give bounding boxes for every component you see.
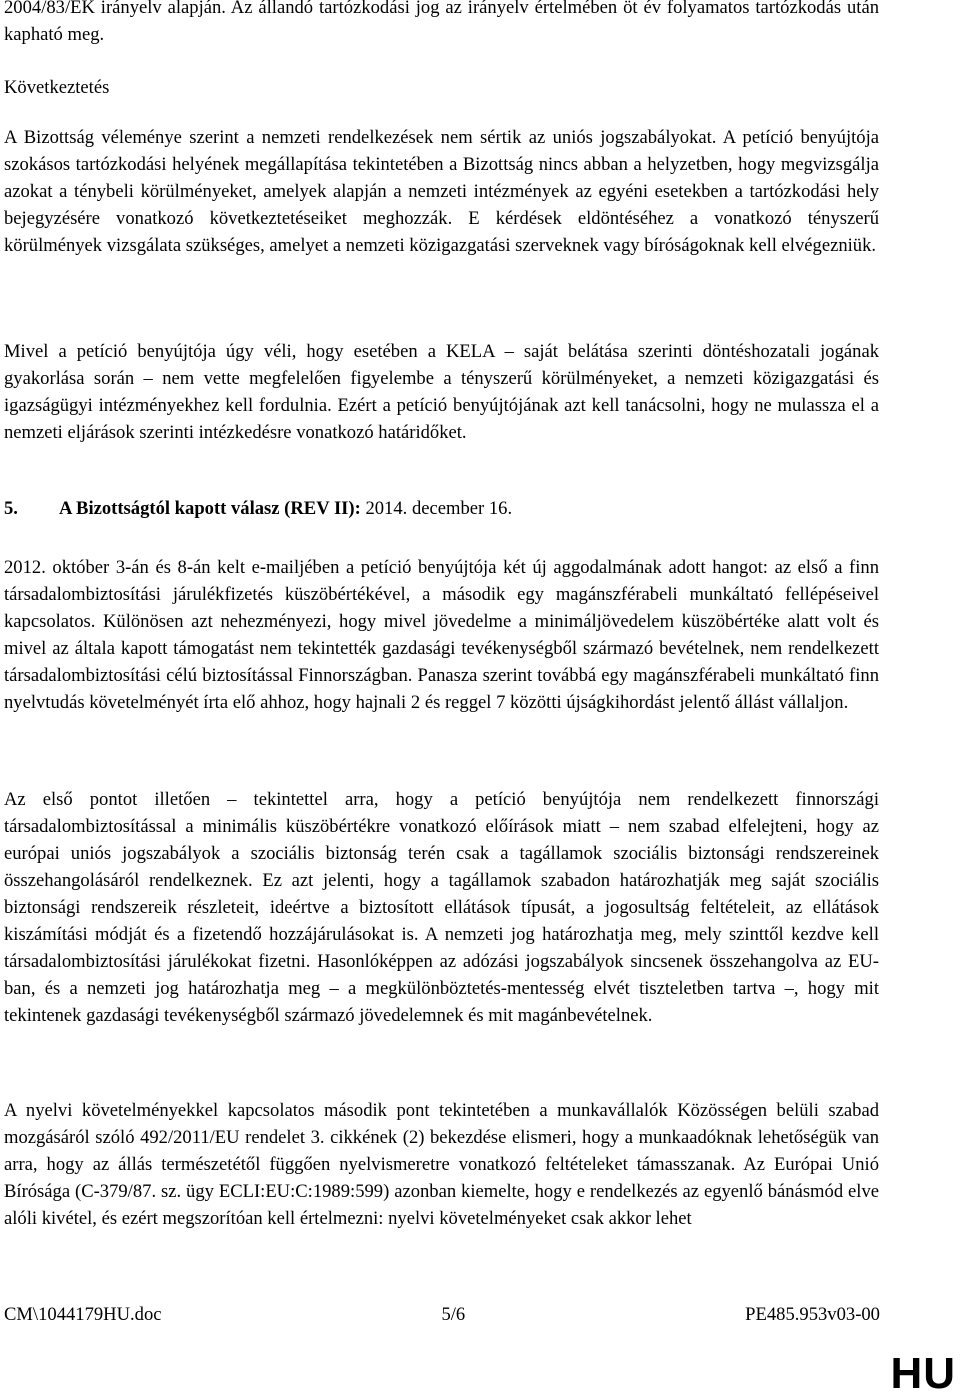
page-footer	[4, 1304, 880, 1326]
section-date: 2014. december 16.	[360, 498, 513, 519]
paragraph-language-requirements: A nyelvi követelményekkel kapcsolatos második pont tekintetében a munkavállalók Közösségen belüli szabad mozgásáról szóló 492/2011/EU rendelet 3. cikkének (2) bekezdése elismeri, hogy a munkaadóknak lehetőségük van arra, hogy az állás természetétől függően nyelvismeretre vonatkozó feltételeket támasszanak. Az Európai Unió Bírósága (C-379/87. sz. ügy ECLI:EU:C:1989:599) azonban kiemelte, hogy e rendelkezés az egyenlő bánásmód elve alóli kivétel, és ezért megszorítóan kell értelmezni: nyelvi követelményeket csak akkor lehet	[4, 1100, 879, 1229]
paragraph-commission-opinion: A Bizottság véleménye szerint a nemzeti rendelkezések nem sértik az uniós jogszabályokat. A petíció benyújtója szokásos tartózkodási helyének megállapítása tekintetében a Bizottság nincs abban a helyzetben, hogy megvizsgálja azokat a ténybeli körülményeket, amelyek alapján a nemzeti intézmények az egyéni esetekben a tartózkodási hely bejegyzésére vonatkozó következtetéseiket meghozzák. E kérdések eldöntéséhez a vonatkozó tényszerű körülmények vizsgálata szükséges, amelyet a nemzeti közigazgatási szerveknek vagy bíróságoknak kell elvégezniük.	[4, 127, 879, 256]
paragraph-email-concerns: 2012. október 3-án és 8-án kelt e-mailjében a petíció benyújtója két új aggodalmának adott hangot: az első a finn társadalombiztosítási járulékfizetés küszöbértékével, a második egy magánszférabeli munkáltató fellépéseivel kapcsolatos. Különösen azt nehezményezi, hogy mivel jövedelme a minimáljövedelem küszöbértéke alatt volt és mivel az általa kapott támogatást nem tekintették gazdasági tevékenységből származó bevételnek, nem rendelkezett társadalombiztosítási célú biztosítással Finnországban. Panasza szerint továbbá egy magánszférabeli munkáltató finn nyelvtudás követelményét írta elő ahhoz, hogy hajnali 2 és reggel 7 közötti újságkihordást jelentő állást vállaljon.	[4, 557, 879, 713]
footer-page-number: 5/6	[441, 1304, 466, 1325]
footer-file-name: CM\1044179HU.doc	[4, 1304, 162, 1325]
section-title: A Bizottságtól kapott válasz (REV II):	[59, 498, 361, 519]
footer-document-ref: PE485.953v03-00	[745, 1304, 880, 1325]
language-code: HU	[890, 1349, 956, 1398]
paragraph-kela: Mivel a petíció benyújtója úgy véli, hogy esetében a KELA – saját belátása szerinti döntéshozatali jogának gyakorlása során – nem vette megfelelően figyelembe a tényszerű körülményeket, a nemzeti közigazgatási és igazságügyi intézményekhez kell fordulnia. Ezért a petíció benyújtójának azt kell tanácsolni, hogy ne mulassza el a nemzeti eljárások szerinti intézkedésre vonatkozó határidőket.	[4, 341, 879, 443]
paragraph-first-point: Az első pontot illetően – tekintettel arra, hogy a petíció benyújtója nem rendelkezett finnországi társadalombiztosítással a minimális küszöbértékre vonatkozó előírások miatt – nem szabad elfelejteni, hogy az európai uniós jogszabályok a szociális biztonság terén csak a tagállamok szociális biztonsági rendszereinek összehangolásáról rendelkeznek. Ez azt jelenti, hogy a tagállamok szabadon határozhatják meg saját szociális biztonsági rendszereik részleteit, ideértve a biztosított ellátások típusát, a jogosultság feltételeit, az ellátások kiszámítási módját és a fizetendő hozzájárulásokat is. A nemzeti jog határozhatja meg, mely szinttől kezdve kell társadalombiztosítási járulékokat fizetni. Hasonlóképpen az adózási jogszabályok sincsenek összehangolva az EU-ban, és a nemzeti jog határozhatja meg – a megkülönböztetés-mentesség elvét tiszteletben tartva –, hogy mit tekintenek gazdasági tevékenységből származó jövedelemnek és mit magánbevételnek.	[4, 789, 879, 1026]
section-number: 5.	[4, 498, 18, 519]
section-heading	[4, 495, 879, 522]
heading-conclusion: Következtetés	[4, 77, 110, 98]
paragraph-intro: 2004/83/EK irányelv alapján. Az állandó tartózkodási jog az irányelv értelmében öt év folyamatos tartózkodás után kapható meg.	[4, 0, 879, 45]
